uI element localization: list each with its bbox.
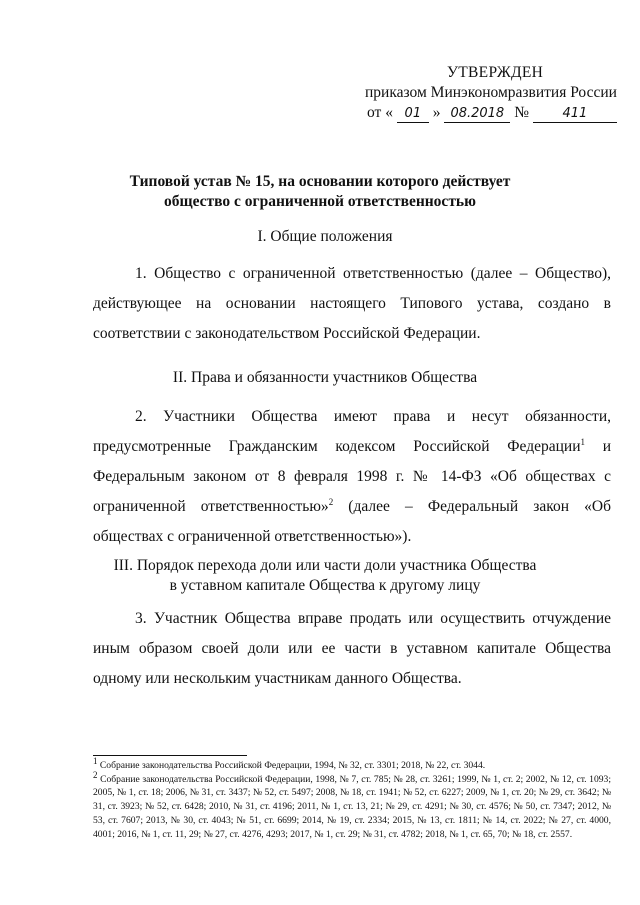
section-heading-3-line2: в уставном капитале Общества к другому лицу xyxy=(169,577,481,594)
number-label: № xyxy=(514,104,529,121)
date-day-handwritten: 01 xyxy=(397,106,429,123)
paragraph-2: 2. Участники Общества имеют права и несут обязанности, предусмотренные Гражданским кодексом Российской Федерации$^1$ и Федеральным законом от 8 февраля 1998 г. № 14-ФЗ «Об обществах с ограниченной ответственностью»$^2$ (далее – Федеральный закон «Об обществах с ограниченной ответственностью»). xyxy=(93,408,612,545)
approval-order: приказом Минэкономразвития России xyxy=(365,84,617,101)
document-title xyxy=(60,172,580,212)
footnote-ref-2[interactable]: 2 xyxy=(328,496,334,507)
footnotes xyxy=(93,755,611,841)
approval-title: УТВЕРЖДЕН xyxy=(447,64,544,81)
section-heading-2: II. Права и обязанности участников Общества xyxy=(172,369,478,386)
paragraph-1: 1. Общество с ограниченной ответственностью (далее – Общество), действующее на основании настоящего Типового устава, создано в соответствии с законодательством Российской Федерации. xyxy=(93,265,611,342)
section-heading-3-line1: III. Порядок перехода доли или части доли участника Общества xyxy=(113,557,537,574)
date-mid: » xyxy=(432,104,441,121)
footnote-ref-1[interactable]: 1 xyxy=(580,436,585,447)
date-prefix: от « xyxy=(367,104,393,121)
paragraph-3: 3. Участник Общества вправе продать или осуществить отчуждение иным образом своей доли или ее части в уставном капитале Общества одному или нескольким участникам данного Общества. xyxy=(93,610,611,687)
section-heading-1: I. Общие положения xyxy=(257,228,393,245)
approval-date-line xyxy=(367,104,617,123)
date-month-year-handwritten: 08.2018 xyxy=(444,106,510,123)
section-heading-3 xyxy=(60,556,590,596)
document-title-line2: общество с ограниченной ответственностью xyxy=(164,193,476,210)
footnote-separator xyxy=(93,755,247,756)
footnote-1: $^1$ Собрание законодательства Российской Федерации, 1994, № 32, ст. 3301; 2018, № 22, ст. 3044. xyxy=(93,755,486,771)
order-number-handwritten: 411 xyxy=(533,106,617,123)
document-title-line1: Типовой устав № 15, на основании которого действует xyxy=(129,173,511,190)
footnote-2: $^2$ Собрание законодательства Российской Федерации, 1998, № 7, ст. 785; № 28, ст. 3261; 1999, № 1, ст. 2; 2002, № 12, ст. 1093; 2005, № 1, ст. 18; 2006, № 31, ст. 3437; № 52, ст. 5497; 2008, № 18, ст. 1941; № 52, ст. 6227; 2009, № 1, ст. 20; № 29, ст. 3642; № 31, ст. 3923; № 52, ст. 6428; 2010, № 31, ст. 4196; 2011, № 1, ст. 13, 21; № 29, ст. 4291; № 30, ст. 4576; № 50, ст. 7347; 2012, № 53, ст. 7607; 2013, № 30, ст. 4043; № 51, ст. 6699; 2014, № 19, ст. 2334; 2015, № 13, ст. 1811; № 14, ст. 2022; № 27, ст. 4000, 4001; 2016, № 1, ст. 11, 29; № 27, ст. 4276, 4293; 2017, № 1, ст. 29; № 31, ст. 4782; 2018, № 1, ст. 65, 70; № 18, ст. 2557. xyxy=(93,769,611,840)
